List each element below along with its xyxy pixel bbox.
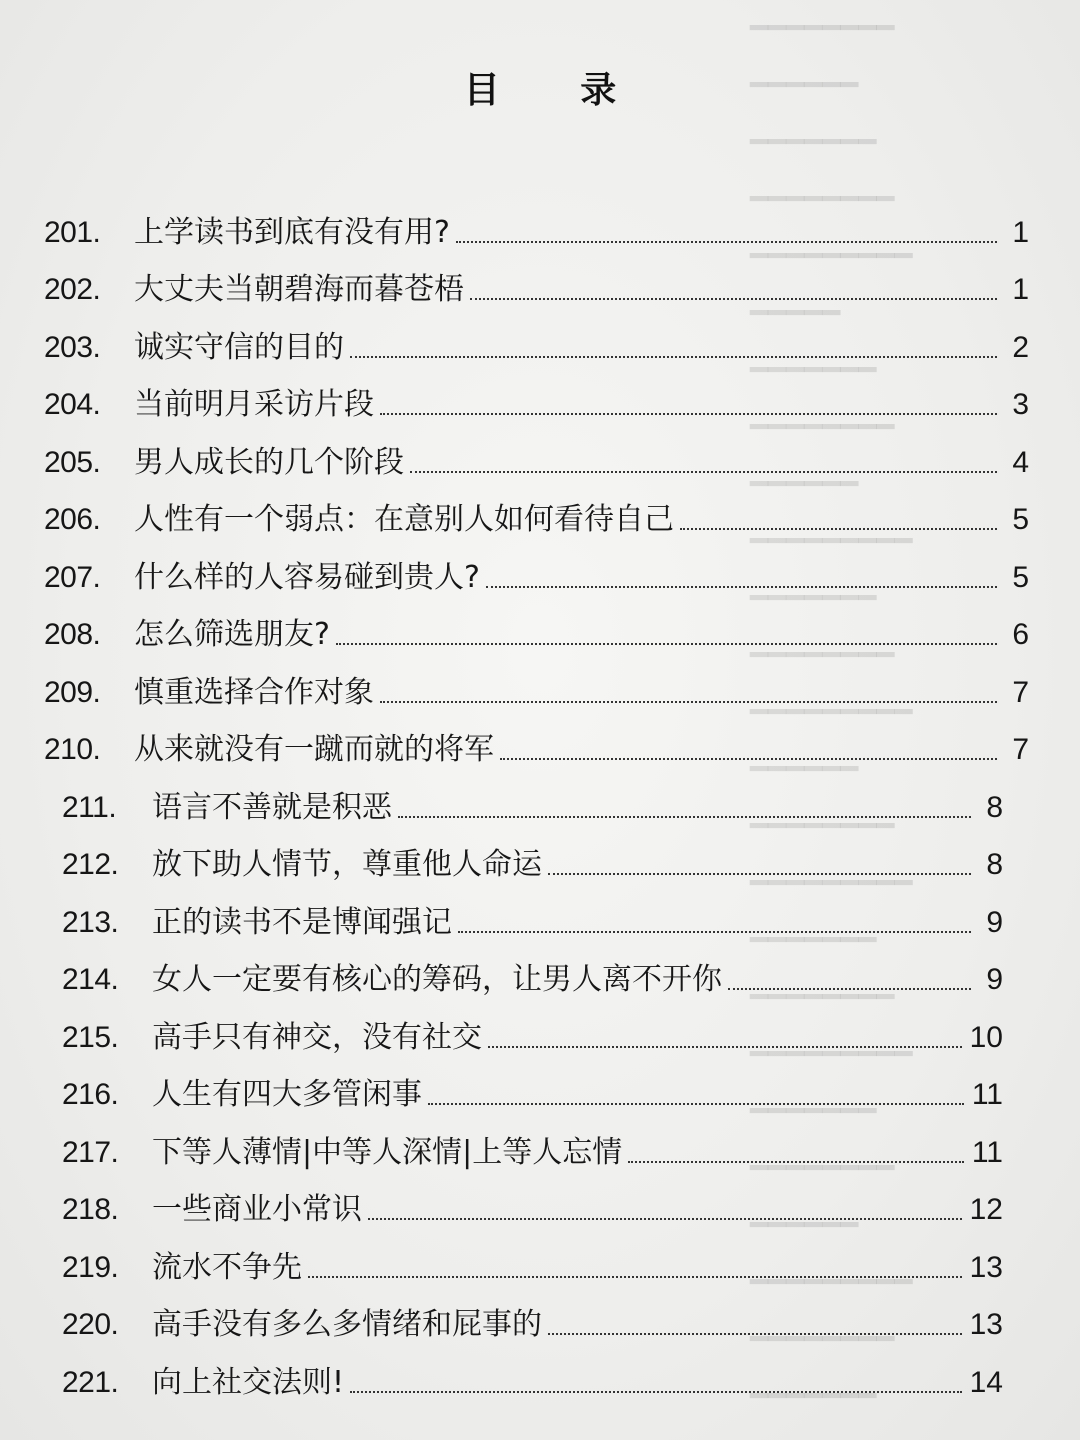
dot-leader (368, 1218, 962, 1220)
toc-entry[interactable] (44, 420, 1029, 478)
toc-entry[interactable] (44, 363, 1029, 421)
dot-leader (548, 1333, 962, 1335)
dot-leader (350, 356, 997, 358)
dot-leader (428, 1103, 964, 1105)
dot-leader (456, 241, 997, 243)
toc-entry[interactable] (44, 593, 1029, 651)
toc-entry[interactable] (44, 1053, 1029, 1111)
entry-page-number: 11 (971, 1078, 1003, 1111)
entry-page-number: 4 (1012, 445, 1029, 479)
entry-page-number: 6 (1012, 618, 1029, 651)
dot-leader (458, 931, 971, 933)
dot-leader (350, 1391, 962, 1393)
entry-page-number: 9 (986, 963, 1003, 996)
dot-leader (548, 873, 971, 875)
entry-page-number: 8 (986, 790, 1003, 824)
entry-number: 204. (44, 388, 101, 421)
toc-entry[interactable] (44, 305, 1029, 363)
entry-number: 205. (44, 445, 101, 479)
entry-title: 怎么筛选朋友? (134, 617, 330, 652)
entry-number: 206. (44, 503, 101, 536)
entry-title: 语言不善就是积恶 (152, 789, 392, 825)
entry-title: 高手只有神交，没有社交 (152, 1019, 482, 1055)
entry-page-number: 1 (1012, 215, 1029, 249)
entry-page-number: 13 (969, 1250, 1003, 1284)
entry-number: 218. (62, 1193, 119, 1226)
entry-number: 212. (62, 848, 119, 881)
dot-leader (380, 701, 997, 703)
dot-leader (488, 1046, 962, 1048)
dot-leader (410, 471, 997, 473)
entry-title: 流水不争先 (152, 1249, 302, 1285)
entry-title: 男人成长的几个阶段 (134, 444, 404, 480)
entry-number: 207. (44, 560, 101, 594)
entry-number: 219. (62, 1250, 119, 1284)
entry-title: 上学读书到底有没有用? (134, 214, 450, 250)
entry-number: 209. (44, 675, 101, 709)
entry-title: 一些商业小常识 (152, 1192, 362, 1227)
dot-leader (380, 413, 997, 415)
entry-number: 214. (62, 963, 119, 996)
toc-entry[interactable] (44, 765, 1029, 823)
entry-page-number: 5 (1012, 503, 1029, 536)
toc-entry[interactable] (44, 708, 1029, 766)
entry-number: 201. (44, 215, 101, 249)
dot-leader (680, 528, 997, 530)
toc-entry[interactable] (44, 1283, 1029, 1341)
table-of-contents (44, 190, 1029, 1398)
entry-title: 下等人薄情|中等人深情|上等人忘情 (152, 1134, 623, 1170)
entry-page-number: 13 (969, 1308, 1003, 1341)
entry-page-number: 10 (969, 1020, 1003, 1054)
toc-entry[interactable] (44, 938, 1029, 996)
toc-entry[interactable] (44, 1168, 1029, 1226)
entry-page-number: 8 (986, 848, 1003, 881)
entry-title: 高手没有多么多情绪和屁事的 (152, 1307, 542, 1342)
toc-entry[interactable] (44, 1340, 1029, 1398)
toc-entry[interactable] (44, 1225, 1029, 1283)
page-title: 目 录 (463, 70, 651, 112)
dot-leader (628, 1161, 964, 1163)
entry-title: 诚实守信的目的 (134, 329, 344, 365)
entry-title: 向上社交法则! (152, 1364, 345, 1400)
entry-number: 210. (44, 733, 101, 766)
entry-page-number: 2 (1012, 330, 1029, 364)
toc-entry[interactable] (44, 478, 1029, 536)
dot-leader (336, 643, 997, 645)
entry-title: 从来就没有一蹴而就的将军 (134, 732, 494, 767)
entry-page-number: 5 (1012, 560, 1029, 594)
toc-entry[interactable] (44, 190, 1029, 248)
entry-page-number: 12 (969, 1193, 1003, 1226)
entry-page-number: 14 (969, 1365, 1003, 1399)
entry-page-number: 1 (1012, 273, 1029, 306)
toc-entry[interactable] (44, 1110, 1029, 1168)
entry-page-number: 3 (1012, 388, 1029, 421)
entry-title: 人生有四大多管闲事 (152, 1077, 422, 1112)
dot-leader (308, 1276, 962, 1278)
dot-leader (728, 988, 971, 990)
entry-page-number: 7 (1012, 733, 1029, 766)
dot-leader (500, 758, 997, 760)
toc-entry[interactable] (44, 995, 1029, 1053)
entry-number: 220. (62, 1308, 119, 1341)
bleed-through-text: ━━━━━━━━ ━━━━━━ ━━━━━━━ ━━━━━━━━ ━━━━━━━━━ ━━━━━ ━━━━━━━ ━━━━━━━━ ━━━━━━ ━━━━━━━━━ ━━━━━━━ ━━━━━━━━ ━━━━━━━━━ ━━━━━━ ━━━━━━━━ ━━━━━━━━━ ━━━━━━━ ━━━━━━━━ ━━━━━━━━━ ━━━━━━━ ━━━━━━━━ ━━━━━━ ━━━━━━━━━ ━━━━━━━━ ━━━━━━━ (750, 11, 913, 1414)
entry-number: 202. (44, 273, 101, 306)
entry-title: 当前明月采访片段 (134, 387, 374, 422)
toc-entry[interactable] (44, 535, 1029, 593)
entry-number: 216. (62, 1078, 119, 1111)
entry-title: 人性有一个弱点：在意别人如何看待自己 (134, 502, 674, 537)
entry-page-number: 9 (986, 905, 1003, 939)
entry-number: 215. (62, 1020, 119, 1054)
entry-title: 慎重选择合作对象 (134, 674, 374, 710)
entry-number: 217. (62, 1135, 119, 1169)
entry-title: 大丈夫当朝碧海而暮苍梧 (134, 272, 464, 307)
entry-title: 正的读书不是博闻强记 (152, 904, 452, 940)
dot-leader (470, 298, 997, 300)
entry-title: 什么样的人容易碰到贵人? (134, 559, 480, 595)
entry-title: 放下助人情节，尊重他人命运 (152, 847, 542, 882)
entry-number: 221. (62, 1365, 119, 1399)
entry-number: 211. (62, 790, 117, 824)
entry-number: 213. (62, 905, 119, 939)
toc-entry[interactable] (44, 880, 1029, 938)
entry-page-number: 11 (971, 1135, 1003, 1169)
entry-number: 208. (44, 618, 101, 651)
toc-entry[interactable] (44, 823, 1029, 881)
dot-leader (398, 816, 971, 818)
dot-leader (486, 586, 997, 588)
toc-entry[interactable] (44, 650, 1029, 708)
toc-entry[interactable] (44, 248, 1029, 306)
entry-number: 203. (44, 330, 101, 364)
entry-title: 女人一定要有核心的筹码，让男人离不开你 (152, 962, 722, 997)
entry-page-number: 7 (1012, 675, 1029, 709)
